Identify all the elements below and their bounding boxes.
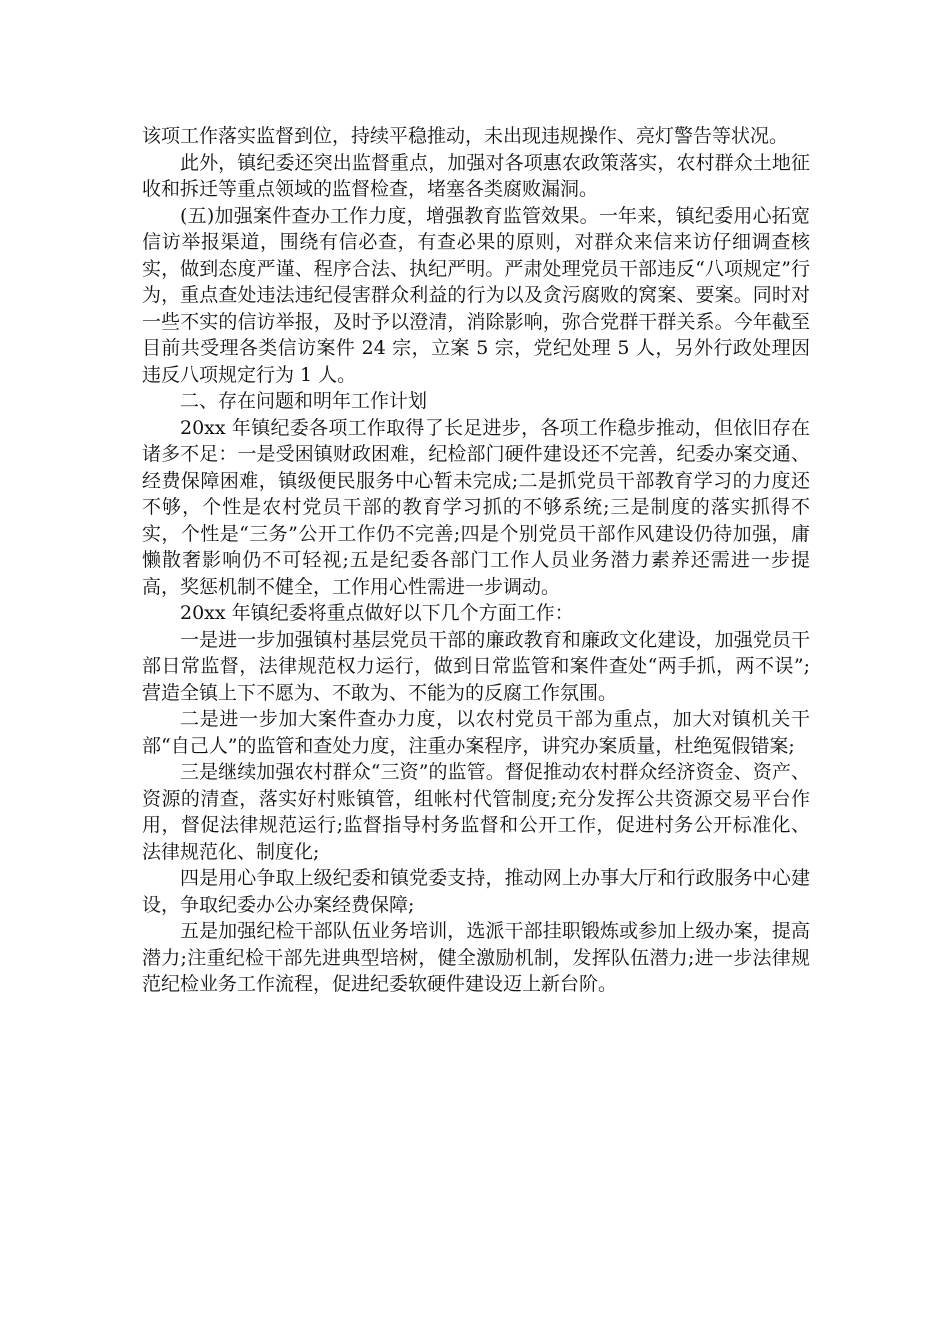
paragraph-supervision-focus: 此外，镇纪委还突出监督重点，加强对各项惠农政策落实，农村群众土地征收和拆迁等重点领域的监督检查，堵塞各类腐败漏洞。 xyxy=(142,151,810,200)
paragraph-plan-item-3: 三是继续加强农村群众“三资”的监管。督促推动农村群众经济资金、资产、资源的清查，落实好村账镇管，组帐村代管制度;充分发挥公共资源交易平台作用，督促法律规范运行;监督指导村务监督和公开工作，促进村务公开标准化、法律规范化、制度化; xyxy=(142,761,810,863)
paragraph-plan-item-4: 四是用心争取上级纪委和镇党委支持，推动网上办事大厅和行政服务中心建设，争取纪委办公办案经费保障; xyxy=(142,867,810,916)
paragraph-problems: 20xx 年镇纪委各项工作取得了长足进步，各项工作稳步推动，但依旧存在诸多不足：一是受困镇财政困难，纪检部门硬件建设还不完善，纪委办案交通、经费保障困难，镇级便民服务中心暂未完成;二是抓党员干部教育学习的力度还不够，个性是农村党员干部的教育学习抓的不够系统;三是制度的落实抓得不实，个性是“三务”公开工作仍不完善;四是个别党员干部作风建设仍待加强，庸懒散奢影响仍不可轻视;五是纪委各部门工作人员业务潜力素养还需进一步提高，奖惩机制不健全，工作用心性需进一步调动。 xyxy=(142,416,810,598)
paragraph-continuation: 该项工作落实监督到位，持续平稳推动，未出现违规操作、亮灯警告等状况。 xyxy=(142,125,789,147)
paragraph-plan-item-1: 一是进一步加强镇村基层党员干部的廉政教育和廉政文化建设，加强党员干部日常监督，法律规范权力运行，做到日常监管和案件查处“两手抓，两不误”;营造全镇上下不愿为、不敢为、不能为的反腐工作氛围。 xyxy=(142,628,810,704)
paragraph-case-handling: (五)加强案件查办工作力度，增强教育监管效果。一年来，镇纪委用心拓宽信访举报渠道，围绕有信必查，有查必果的原则，对群众来信来访仔细调查核实，做到态度严谨、程序合法、执纪严明。严肃处理党员干部违反“八项规定”行为，重点查处违法违纪侵害群众利益的行为以及贪污腐败的窝案、要案。同时对一些不实的信访举报，及时予以澄清，消除影响，弥合党群干群关系。今年截至目前共受理各类信访案件 24 宗，立案 5 宗，党纪处理 5 人，另外行政处理因违反八项规定行为 1 人。 xyxy=(142,204,810,386)
paragraph-plan-item-5: 五是加强纪检干部队伍业务培训，选派干部挂职锻炼或参加上级办案，提高潜力;注重纪检干部先进典型培树，健全激励机制，发挥队伍潜力;进一步法律规范纪检业务工作流程，促进纪委软硬件建设迈上新台阶。 xyxy=(142,920,810,995)
paragraph-plan-intro: 20xx 年镇纪委将重点做好以下几个方面工作： xyxy=(180,602,574,624)
paragraph-plan-item-2: 二是进一步加大案件查办力度，以农村党员干部为重点，加大对镇机关干部“自己人”的监管和查处力度，注重办案程序，讲究办案质量，杜绝冤假错案; xyxy=(142,708,810,757)
document-body xyxy=(142,123,810,998)
section-heading-problems-plan: 二、存在问题和明年工作计划 xyxy=(180,390,428,412)
